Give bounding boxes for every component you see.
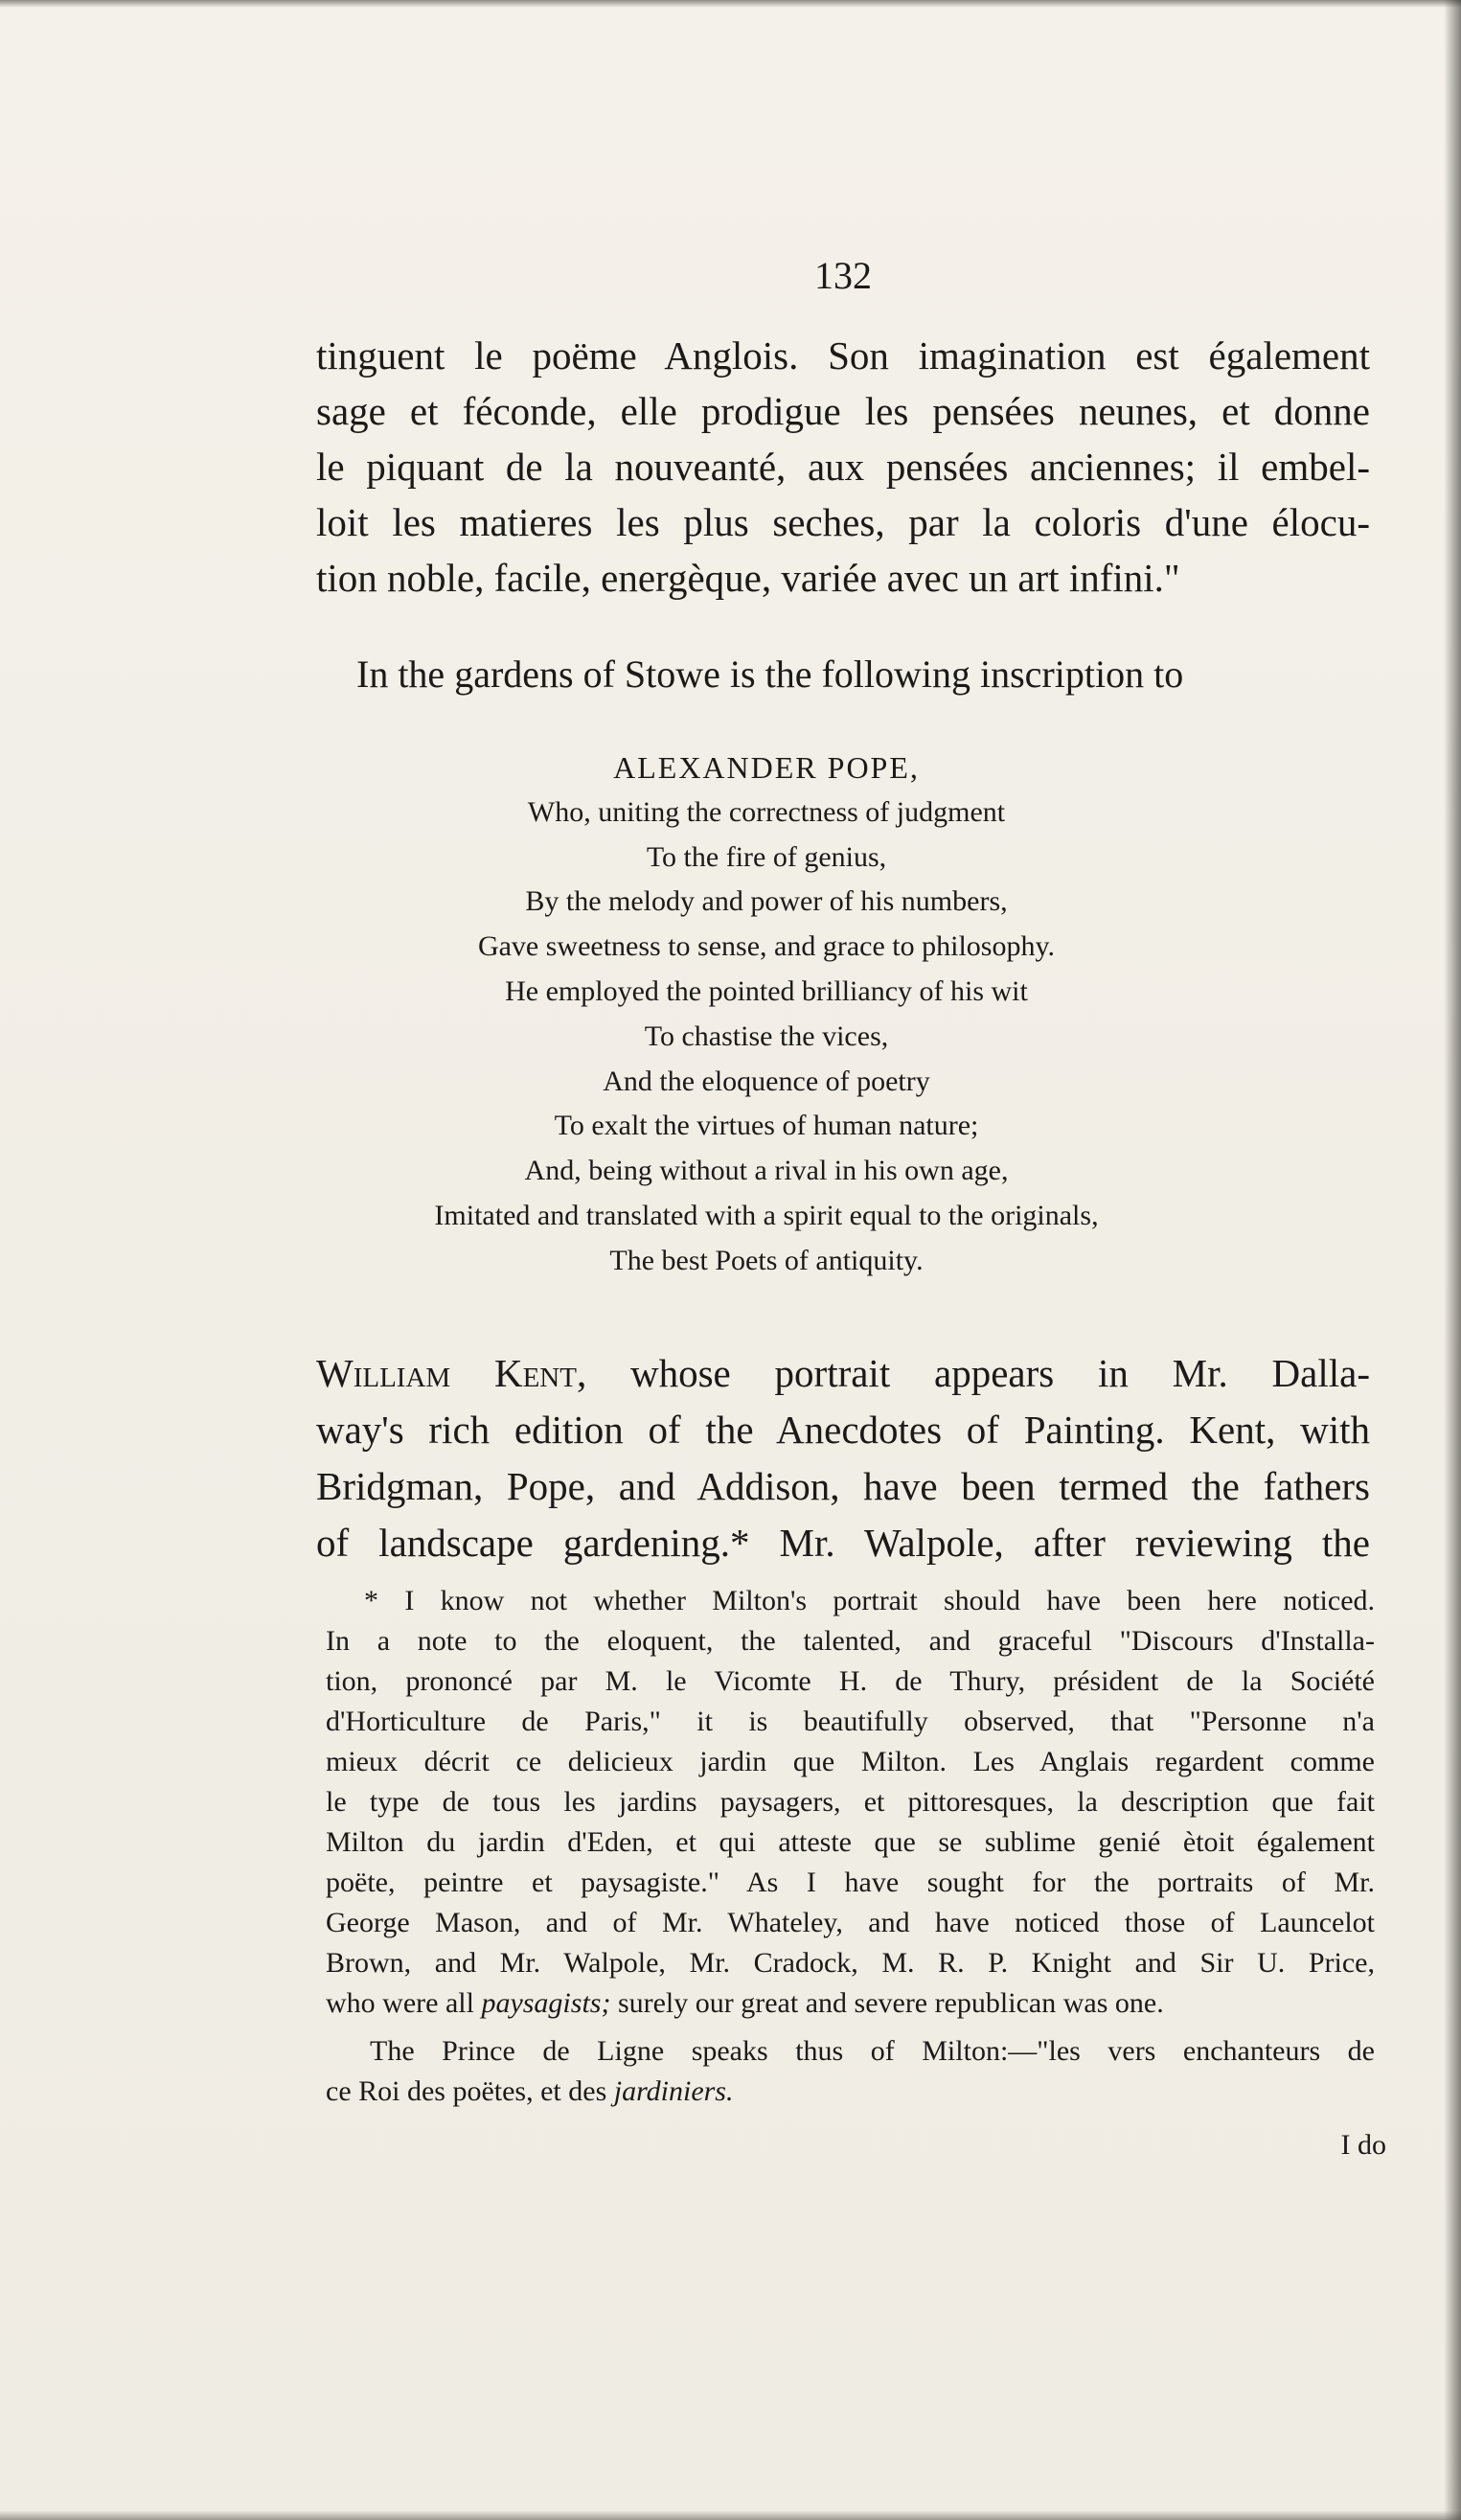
text-line: way's rich edition of the Anecdotes of Painting. Kent, with [316,1408,1370,1452]
person-name: William Kent, [316,1351,587,1395]
text-line: le piquant de la nouveanté, aux pensées anciennes; il embel- [316,445,1370,489]
text-line: The Prince de Ligne speaks thus of Milton:—"les vers enchanteurs de [370,2035,1375,2067]
text-line: sage et féconde, elle prodigue les pensées neunes, et donne [316,389,1370,433]
inscription-line: The best Poets of antiquity. [609,1244,924,1276]
text-line: Brown, and Mr. Walpole, Mr. Cradock, M. R. P. Knight and Sir U. Price, [326,1947,1375,1979]
paragraph-french-quote [316,328,1370,606]
text-line: tion, prononcé par M. le Vicomte H. de Thury, président de la Société [326,1665,1375,1697]
footnote-mark: * [364,1585,378,1616]
text-line: Milton du jardin d'Eden, et qui atteste que se sublime genié ètoit également [326,1826,1375,1858]
inscription-line: He employed the pointed brilliancy of his wit [505,974,1028,1007]
inscription-line: To the fire of genius, [646,840,887,873]
italic-term: jardiniers. [613,2075,734,2107]
text-fragment: surely our great and severe republican was one. [610,1987,1164,2019]
footnote-prince-de-ligne [326,2031,1375,2112]
text-line: le type de tous les jardins paysagers, et pittoresques, la description que fait [326,1786,1375,1818]
text-fragment: I know not whether Milton's portrait should have been here noticed. [404,1585,1376,1616]
text-line: tion noble, facile, energèque, variée avec un art infini." [316,556,1180,600]
text-line [316,1345,1370,1402]
paragraph-william-kent [316,1345,1370,1571]
inscription-line: By the melody and power of his numbers, [525,885,1008,918]
text-line: loit les matieres les plus seches, par la coloris d'une élocu- [316,500,1370,544]
catchword: I do [1340,2129,1386,2161]
inscription-line: Who, uniting the correctness of judgment [527,795,1006,828]
inscription-intro: In the gardens of Stowe is the following inscription to [356,653,1184,696]
text-line [326,1983,1375,2024]
inscription-heading: ALEXANDER POPE, [613,750,920,785]
page-bottom-edge [0,2510,1461,2520]
text-line: of landscape gardening.* Mr. Walpole, after reviewing the [316,1521,1370,1565]
inscription-line: Gave sweetness to sense, and grace to philosophy. [477,930,1056,963]
inscription-line: To chastise the vices, [644,1019,889,1052]
footnote-milton [326,1581,1375,2024]
footnotes [326,1581,1375,2112]
inscription-line: To exalt the virtues of human nature; [554,1110,979,1142]
text-line: poëte, peintre et paysagiste." As I have sought for the portraits of Mr. [326,1867,1375,1898]
text-fragment: ce Roi des poëtes, et des [326,2075,614,2107]
text-fragment: who were all [326,1987,482,2019]
page-top-edge [0,0,1461,8]
pope-inscription [383,745,1150,1284]
page-number: 132 [814,254,872,297]
text-line [326,1581,1375,1621]
text-line: d'Horticulture de Paris," it is beautifully observed, that "Personne n'a [326,1706,1375,1737]
inscription-line: Imitated and translated with a spirit equal to the originals, [434,1199,1099,1231]
page-right-edge [1444,0,1461,2520]
text-line: tinguent le poëme Anglois. Son imagination est également [316,333,1370,378]
inscription-line: And the eloquence of poetry [603,1065,930,1097]
text-line: Bridgman, Pope, and Addison, have been termed the fathers [316,1464,1370,1508]
text-line [326,2072,1375,2112]
text-fragment: whose portrait appears in Mr. Dalla- [586,1351,1371,1395]
inscription-line: And, being without a rival in his own age, [524,1155,1009,1187]
text-line: In a note to the eloquent, the talented, and graceful "Discours d'Installa- [326,1625,1375,1657]
text-line: mieux décrit ce delicieux jardin que Milton. Les Anglais regardent comme [326,1746,1375,1777]
text-line: George Mason, and of Mr. Whateley, and have noticed those of Launcelot [326,1907,1375,1938]
italic-term: paysagists; [481,1987,611,2019]
